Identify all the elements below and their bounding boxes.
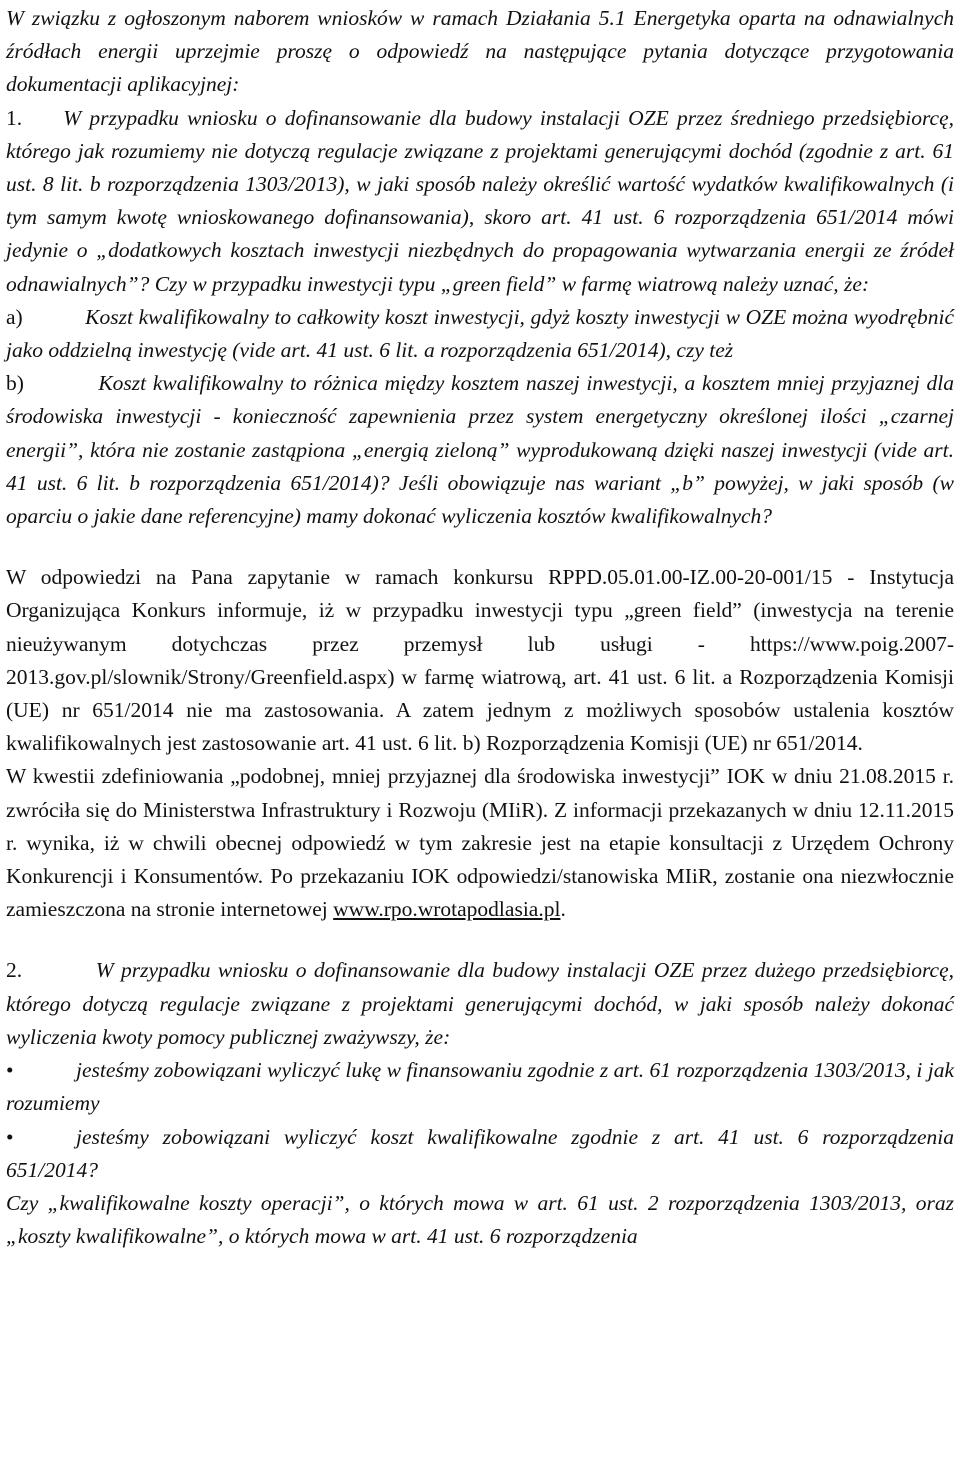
question-2 — [6, 954, 954, 1054]
spacer — [6, 926, 954, 954]
question-1-option-b — [6, 367, 954, 533]
question-2-bullet-1 — [6, 1054, 954, 1120]
website-link[interactable]: www.rpo.wrotapodlasia.pl — [333, 897, 561, 922]
bullet-2-text: jesteśmy zobowiązani wyliczyć koszt kwalifikowalne zgodnie z art. 41 ust. 6 rozporządzenia 651/2014? — [6, 1124, 954, 1182]
question-1 — [6, 102, 954, 301]
option-a-text: Koszt kwalifikowalny to całkowity koszt inwestycji, gdyż koszty inwestycji w OZE można wyodrębnić jako oddzielną inwestycję (vide art. 41 ust. 6 lit. a rozporządzenia 651/2014), czy też — [6, 304, 955, 363]
answer-1-paragraph-1: W odpowiedzi na Pana zapytanie w ramach konkursu RPPD.05.01.00-IZ.00-20-001/15 - Instytucja Organizująca Konkurs informuje, iż w przypadku inwestycji typu „green field” (inwestycja na terenie nieużywanym dotychczas przez przemysł lub usługi - https://www.poig.2007-2013.gov.pl/slownik/Strony/Greenfield.aspx) w farmę wiatrową, art. 41 ust. 6 lit. a Rozporządzenia Komisji (UE) nr 651/2014 nie ma zastosowania. A zatem jednym z możliwych sposobów ustalenia kosztów kwalifikowalnych jest zastosowanie art. 41 ust. 6 lit. b) Rozporządzenia Komisji (UE) nr 651/2014. — [6, 565, 954, 756]
question-2-closing: Czy „kwalifikowalne koszty operacji”, o których mowa w art. 61 ust. 2 rozporządzenia 1303/2013, oraz „koszty kwalifikowalne”, o których mowa w art. 41 ust. 6 rozporządzenia — [6, 1190, 954, 1249]
answer-1-paragraph-2-text: W kwestii zdefiniowania „podobnej, mniej przyjaznej dla środowiska inwestycji” IOK w dniu 21.08.2015 r. zwróciła się do Ministerstwa Infrastruktury i Rozwoju (MIiR). Z informacji przekazanych w dniu 12.11.2015 r. wynika, iż w chwili obecnej odpowiedź w tym zakresie jest na etapie konsultacji z Urzędem Ochrony Konkurencji i Konsumentów. Po przekazaniu IOK odpowiedzi/stanowiska MIiR, zostanie ona niezwłocznie zamieszczona na stronie internetowej — [6, 764, 954, 922]
question-1-body: W przypadku wniosku o dofinansowanie dla budowy instalacji OZE przez średniego przedsiębiorcę, którego jak rozumiemy nie dotyczą regulacje związane z projektami generującymi dochód (zgodnie z art. 61 ust. 8 lit. b rozporządzenia 1303/2013), w jaki sposób należy określić wartość wydatków kwalifikowalnych (i tym samym kwotę wnioskowanego dofinansowania), skoro art. 41 ust. 6 rozporządzenia 651/2014 mówi jedynie o „dodatkowych kosztach inwestycji niezbędnych do propagowania wytwarzania energii ze źródeł odnawialnych”? Czy w przypadku inwestycji typu „green field” w farmę wiatrową należy uznać, że: — [6, 105, 954, 296]
spacer — [6, 533, 954, 561]
question-1-number: 1. — [6, 105, 23, 130]
question-2-number: 2. — [6, 958, 23, 983]
bullet-1-text: jesteśmy zobowiązani wyliczyć lukę w finansowaniu zgodnie z art. 61 rozporządzenia 1303/2013, i jak rozumiemy — [6, 1058, 954, 1116]
question-2-body: W przypadku wniosku o dofinansowanie dla budowy instalacji OZE przez dużego przedsiębiorcę, którego dotyczą regulacje związane z projektami generującymi dochód, w jaki sposób należy dokonać wyliczenia kwoty pomocy publicznej zważywszy, że: — [6, 958, 955, 1049]
option-a-label: a) — [6, 304, 23, 329]
question-1-option-a — [6, 301, 954, 367]
option-b-label: b) — [6, 371, 24, 396]
bullet-icon: • — [6, 1058, 14, 1083]
answer-1-paragraph-2-end: . — [560, 897, 566, 922]
answer-1-paragraph-2 — [6, 760, 954, 926]
question-2-bullet-2 — [6, 1121, 954, 1187]
question-1-intro: W związku z ogłoszonym naborem wniosków w ramach Działania 5.1 Energetyka oparta na odnawialnych źródłach energii uprzejmie proszę o odpowiedź na następujące pytania dotyczące przygotowania dokumentacji aplikacyjnej: — [6, 6, 954, 97]
bullet-icon: • — [6, 1124, 14, 1149]
option-b-text: Koszt kwalifikowalny to różnica między kosztem naszej inwestycji, a kosztem mniej przyjaznej dla środowiska inwestycji - konieczność zapewnienia przez system energetyczny określonej ilości „czarnej energii”, która nie zostanie zastąpiona „energią zieloną” wyprodukowaną dzięki naszej inwestycji (vide art. 41 ust. 6 lit. b rozporządzenia 651/2014)? Jeśli obowiązuje nas wariant „b” powyżej, w jaki sposób (w oparciu o jakie dane referencyjne) mamy dokonać wyliczenia kosztów kwalifikowalnych? — [6, 371, 955, 529]
